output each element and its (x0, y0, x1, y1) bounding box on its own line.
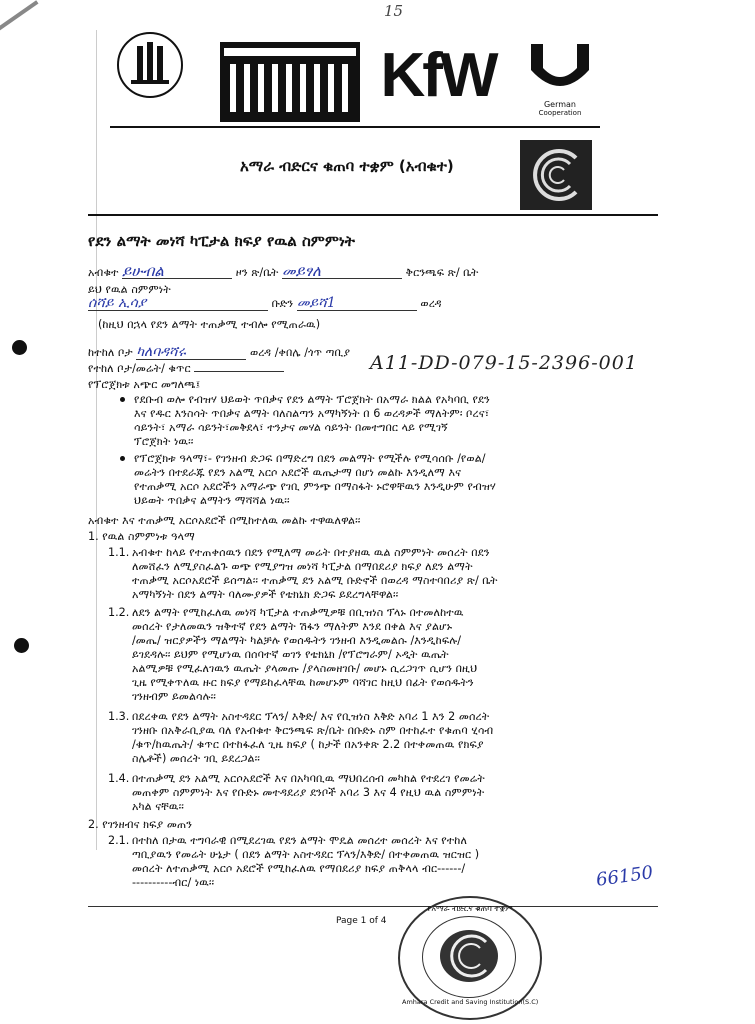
item-1-3-line-3: /ቁጥ/ከዉጤት/ ቁጥር በተከፋፈለ ጊዜ ክፍያ ( ከታች በአንቀጽ 2.2 በተቀመጠዉ የክፍያ (132, 738, 484, 751)
plot-number-blank (194, 371, 284, 372)
item-1-1-line-4: አማካኝነት በደን ልማት ባለሙያዎች የቴክኒክ ድጋፍ ይደረግላቸዋል፡፡ (132, 588, 399, 601)
item-1-3-number: 1.3. (108, 710, 130, 723)
item-1-3-line-4: ስሌቶች) መሰረት ገቢ ይደረጋል፡፡ (132, 752, 260, 765)
zone-handwriting: መይፃለ (282, 265, 402, 279)
cooperation-label: Cooperation (538, 108, 582, 117)
item-2-1-number: 2.1. (108, 834, 130, 847)
item-1-3-line-2: ገንዘቡ በአቅራቢያዉ ባለ የአብቁተ ቅርንጫፍ ጽ/ቤት በቡድኑ ስም በተከፈተ የቁጠባ ሂሳብ (132, 724, 494, 737)
zone-office-label: ዞን ጽ/ቤት (235, 266, 279, 279)
purpose-heading: የፕሮጀክቱ አጭር መግለጫ፤ (88, 378, 201, 391)
site-location-label: ወረዳ /ቀበሌ /ጎጥ ጣቢያ (249, 346, 351, 359)
branch-handwriting: ይሁብል (122, 265, 232, 279)
item-1-2-line-4: ይገደዳሉ፡፡ ይህም የሚሆነዉ በሰባተኛ ወገን የቴክኒክ /የፕሮግራም/ ኦዲት ዉጤት (132, 648, 449, 661)
plot-number-label: የተከለ ቦታ/መሬት/ ቁጥር (88, 362, 191, 375)
amhara-emblem-logo (110, 30, 190, 100)
german-cooperation-logo (520, 34, 600, 122)
agreement-intro: አብቁተ እና ተጠቃሚ አርሶአደሮች በሚከተለዉ መልኩ ተዋዉለዋል፡፡ (88, 514, 361, 527)
item-1-2-line-1: ለደን ልማት የሚከፈለዉ መነሻ ካፒታል ተጠቃሚዎቹ በቢዝነስ ፕላኑ በተመለከተዉ (132, 606, 464, 619)
institution-stamp (398, 896, 542, 1020)
bullet-1-line-1: የደቡብ ወሎ የብዝሃ ህይወት ጥበቃና የደን ልማት ፕሮጀክት በአማራ ክልል የአካባቢ የደን (134, 393, 490, 406)
section-1-title: 1. የዉል ስምምነቱ ዓላማ (88, 530, 195, 543)
item-1-1-line-3: ተጠቃሚ አርሶአደሮች ይሰጣል፡፡ ተጠቃሚ ደን አልሚ ቡድኖች በወረዳ ማስተባበሪያ ጽ/ ቤት (132, 574, 498, 587)
item-2-1-line-3: መሰረት ለተጠቃሚ አርሶ አደሮች የሚከፈለዉ የማበደሪያ ክፍያ ጠቅላላ ብር------/ (132, 862, 466, 875)
parties-line-3 (88, 297, 442, 311)
item-1-2-line-7: ገንዘብም ይመልሳሉ፡፡ (132, 690, 216, 703)
item-1-2-line-5: አልሚዎቹ የሚፈለገዉን ዉጤት ያላመጡ /ያላስመዘገቡ/ መሆኑ ሲረጋገጥ ሲሆን በዚህ (132, 662, 478, 675)
parties-line-2: ይህ የዉል ስምምነት (88, 283, 171, 296)
page-edge-line (96, 30, 97, 850)
bullet-2-line-4: ህይወት ጥበቃና ልማትን ማሻሻል ነዉ፡፡ (134, 494, 290, 507)
parties-line-1 (88, 262, 479, 280)
org-title: አማራ ብድርና ቁጠባ ተቋም (አብቁተ) (240, 157, 454, 175)
item-1-4-line-1: በተጠቃሚ ደን አልሚ አርሶአደሮች እና በአካባቢዉ ማህበረሰብ መካከል የተደረገ የመሬት (132, 772, 485, 785)
item-2-1-line-1: በተከለ በታዉ ተግባራዊ በሚደረገዉ የደን ልማት ሞዴል መሰረተ መሰረት እና የተከለ (132, 834, 468, 847)
punch-hole-top (12, 340, 27, 355)
title-rule (88, 214, 658, 216)
bullet-2-line-1: የፕሮጀክቱ ዓላማ፣- የገንዘብ ድጋፍ በማድረግ በደን መልማት የሚችሉ የሚሳሰቡ /የወል/ (134, 452, 486, 465)
bullet-1-line-3: ሳይንት፣ አማራ ሳይንት፣መቅደላ፣ ተንታና መሃል ሳይንት በመተግበር ላይ የሚገኝ (134, 421, 448, 434)
group-label: ቡድን (271, 297, 294, 310)
item-1-3-line-1: በደረቀዉ የደን ልማት አስተዳደር ፕላን/ እቅድ/ እና የቢዝነስ እቅድ አባሪ 1 እን 2 መሰረት (132, 710, 490, 723)
item-1-4-number: 1.4. (108, 772, 130, 785)
address-line-1 (88, 346, 350, 360)
branch-office-label: ቅርንጫፍ ጽ/ ቤት (405, 266, 479, 279)
footer-rule (88, 906, 658, 907)
item-1-1-line-1: አብቁተ ከላይ የተጠቀሰዉን በደን የሚለማ መሬት በተያዘዉ ዉል ስምምነት መሰረት በደን (132, 546, 490, 559)
abcs-label: አብቁተ (88, 266, 119, 279)
section-2-title: 2. የገንዘብና ክፍያ መጠን (88, 818, 193, 831)
plot-code-handwriting: A11-DD-079-15-2396-001 (370, 352, 638, 374)
site-handwriting: ካለባዳሻሩ (136, 346, 246, 360)
item-1-2-line-6: ጊዜ የሚቀጥለዉ ዙር ክፍያ የማይከፈላቸዉ ከመሆኑም ባሻገር ከዚህ በፊት የወሰዱትን (132, 676, 474, 689)
address-line-2 (88, 362, 284, 375)
kfw-logo (380, 36, 496, 116)
item-2-1-line-2: ጣቢያዉን የመሬት ሁኔታ ( በደን ልማት አስተዳደር ፕላን/እቅድ/ በተቀመጠዉ ዝርዝር ) (132, 848, 480, 861)
group2-handwriting: መይሻ1 (297, 297, 417, 311)
building-logo (220, 42, 360, 122)
item-2-1-line-4: ----------ብር/ ነዉ፡፡ (132, 876, 215, 889)
bullet-dot-2 (120, 456, 125, 461)
page-mark: 15 (384, 2, 404, 20)
woreda-label: ወረዳ (420, 297, 442, 310)
item-1-2-line-3: /መጤ/ ዝርያዎችን ማልማት ካልቻሉ የወሰዱትን ገንዘብ እንዲመልሱ /እንዲከፍሉ/ (132, 634, 461, 647)
german-label: German (543, 99, 577, 109)
punch-hole-bottom (14, 638, 29, 653)
page-number: Page 1 of 4 (336, 916, 387, 926)
item-1-4-line-2: መጠቀም ስምምነት እና የቡድኑ መተዳደሪያ ደንቦች አባሪ 3 እና 4 የዚህ ዉል ስምምነት (132, 786, 485, 799)
bullet-dot-1 (120, 397, 125, 402)
bullet-1-line-2: እና የዱር እንስሳት ጥበቃና ልማት ባለስልጣን አማካኝነት በ 6 ወረዳዎች ማለትም፡ ቦረና፣ (134, 407, 490, 420)
fold-shadow (0, 0, 38, 43)
bullet-2-line-3: የተጠቃሚ አርሶ አደሮችን አማራጭ የገቢ ምንጭ በማስፋት ኑሮዋቸዉን እንዲሁም የብዝሃ (134, 480, 496, 493)
stamp-emblem (440, 930, 498, 982)
acsi-logo (520, 140, 592, 210)
document-title: የደን ልማት መነሻ ካፒታል ክፍያ የዉል ስምምነት (88, 232, 355, 250)
parties-line-4: (ከዚህ በኋላ የደን ልማት ተጠቃሚ ተብሎ የሚጠራዉ) (98, 318, 321, 331)
bullet-1-line-4: ፕሮጀክት ነዉ፡፡ (134, 435, 194, 448)
stamp-top-text: የአማራ ብድርና ቁጠባ ተቋም (427, 904, 513, 913)
amount-handwriting: 66150 (594, 862, 655, 891)
item-1-2-line-2: መሰረት የታለመዉን ዝቅተኛ የደን ልማት ሽፋን ማለትም እንደ በቀል እና ያልሆኑ (132, 620, 453, 633)
site-label: ከተከለ ቦታ (88, 346, 133, 359)
item-1-1-line-2: ለመሸፈን ለሚያስፈልጉ ወጭ የሚያግዝ መነሻ ካፒታል በማበደሪያ ክፍያ ለደን ልማት (132, 560, 473, 573)
header-rule (110, 126, 600, 128)
item-1-1-number: 1.1. (108, 546, 130, 559)
item-1-2-number: 1.2. (108, 606, 130, 619)
group-handwriting: ሰሻይ ኢሳያ (88, 297, 268, 311)
kfw-logo-text: KfW (380, 41, 496, 110)
stamp-bottom-text: Amhara Credit and Saving Institution(S.C) (402, 998, 538, 1006)
bullet-2-line-2: መሬትን በተደራጁ የደን አልሚ አርሶ አደሮች ዉጤታማ በሆነ መልኩ እንዲለማ እና (134, 466, 462, 479)
item-1-4-line-3: አካል ናቸዉ፡፡ (132, 800, 184, 813)
